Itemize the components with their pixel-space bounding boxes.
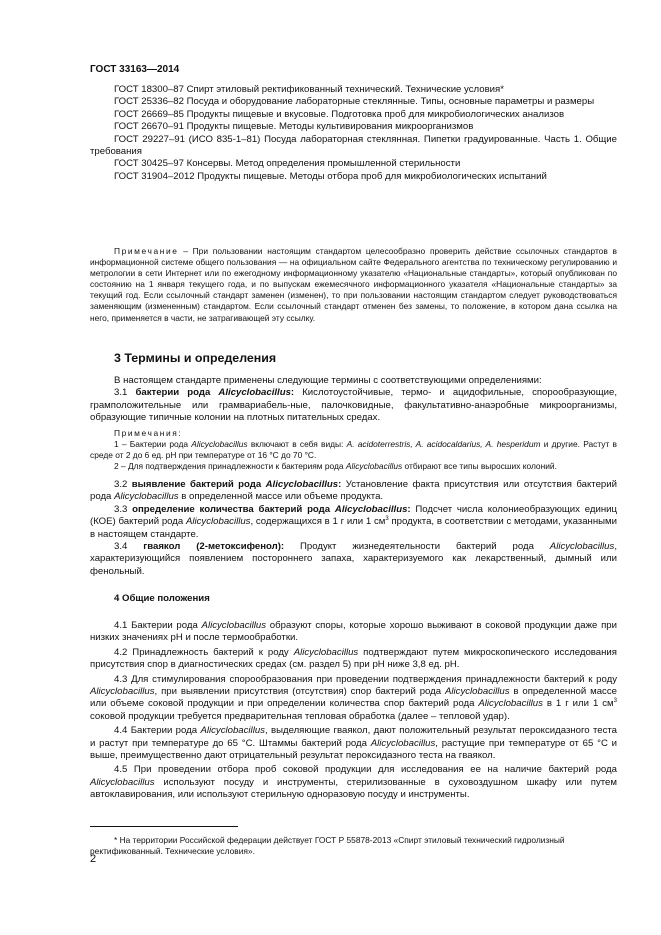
term-3-4: 3.4 гваякол (2-метоксифенол): Продукт жизнедеятельности бактерий рода Alicyclobacillus, характеризующийся появлением постороннего запаха, характеризуемого как лекарственный, дымный или фенольный. — [90, 541, 617, 577]
paragraph-4-5: 4.5 При проведении отбора проб соковой продукции для исследования ее на наличие бактерий рода Alicyclobacillus используют посуду и инструменты, стерилизованные в суховоздушном шкафу или путем автоклавирования, или используют стерильную одноразовую посуду и инструменты. — [90, 764, 617, 801]
term-3-3: 3.3 определение количества бактерий рода Alicyclobacillus: Подсчет числа колониеобразующих единиц (КОЕ) бактерий рода Alicyclobacillus, содержащихся в 1 г или 1 $см^3$ продукта, в соответствии с методами, указанными в настоящем стандарте. — [90, 503, 617, 540]
notes-label: Примечания: — [114, 427, 183, 438]
note-label: Примечание — [114, 246, 179, 256]
paragraph-4-1: 4.1 Бактерии рода Alicyclobacillus образуют споры, которые хорошо выживают в соковой продукции даже при низких значениях pH и после термообработки. — [90, 620, 617, 644]
section-3-title: 3 Термины и определения — [114, 351, 277, 365]
paragraph-4-4: 4.4 Бактерии рода Alicyclobacillus, выделяющие гваякол, дают положительный результат пероксидазного теста и растут при температуре до 65 °С. Штаммы бактерий рода Alicyclobacillus, растущие при температуре от 65 °С и выше, преимущественно дают отрицательный результат пероксидазного теста на гваякол. — [90, 725, 618, 762]
reference-item: ГОСТ 26670–91 Продукты пищевые. Методы культивирования микроорганизмов — [114, 121, 474, 133]
reference-item: ГОСТ 30425–97 Консервы. Метод определения промышленной стерильности — [114, 158, 461, 170]
document-header: ГОСТ 33163—2014 — [90, 64, 180, 75]
term-notes — [90, 428, 617, 472]
paragraph-4-2: 4.2 Принадлежность бактерий к роду Alicyclobacillus подтверждают путем микроскопического исследования присутствия спор в диагностических средах (см. раздел 5) при pH ниже 3,8 ед. pH. — [90, 646, 617, 671]
note-2: 2 – Для подтверждения принадлежности к бактериям рода Alicyclobacillus отбирают все типы выросших колоний. — [114, 460, 557, 471]
reference-list — [90, 84, 617, 183]
note-1: 1 – Бактерии рода Alicyclobacillus включают в себя виды: A. acidoterrestris, A. acidocaldarius, A. hesperidum и другие. Растут в среде от 2 до 6 ед. pH при температуре от 16 °С до 70 °С. — [90, 438, 617, 460]
section-4-title: 4 Общие положения — [114, 593, 210, 604]
section-3-intro: В настоящем стандарте применены следующие термины с соответствующими определениями: — [114, 375, 542, 386]
footnote-text: * На территории Российской федерации действует ГОСТ Р 55878-2013 «Спирт этиловый технический гидролизный ректификованный. Технические условия». — [90, 835, 565, 856]
term-3-2: 3.2 выявление бактерий рода Alicyclobacillus: Установление факта присутствия или отсутствия бактерий рода Alicyclobacillus в определенной массе или объеме продукта. — [90, 479, 617, 503]
page-number: 2 — [90, 853, 97, 865]
note-block — [90, 246, 617, 324]
term-3-1: 3.1 бактерии рода Alicyclobacillus: Кислотоустойчивые, термо- и ацидофильные, спорообразующие, грамположительные или грамвариабель-ные, палочковидные, факультативно-анаэробные микроорганизмы, образующие типичные колонии на плотных питательных средах. — [90, 387, 617, 424]
section-4-body — [90, 620, 617, 804]
reference-item: ГОСТ 29227–91 (ИСО 835-1–81) Посуда лабораторная стеклянная. Пипетки градуированные. Часть 1. Общие требования — [90, 133, 617, 158]
footnote-divider — [90, 826, 238, 827]
reference-item: ГОСТ 31904–2012 Продукты пищевые. Методы отбора проб для микробиологических испытаний — [114, 170, 547, 182]
paragraph-4-3: 4.3 Для стимулирования спорообразования при проведении подтверждения принадлежности бактерий к роду Alicyclobacillus, при выявлении присутствия (отсутствия) спор бактерий рода Alicyclobacillus в определенной массе или объеме соковой продукции и при определении количества спор бактерий рода Alicyclobacillus в 1 г или 1 $см^3$ соковой продукции требуется предварительная тепловая обработка (далее – тепловой удар). — [90, 673, 617, 722]
footnote — [90, 835, 617, 857]
reference-item: ГОСТ 26669–85 Продукты пищевые и вкусовые. Подготовка проб для микробиологических анализов — [114, 108, 565, 120]
reference-item: ГОСТ 25336–82 Посуда и оборудование лабораторные стеклянные. Типы, основные параметры и размеры — [114, 96, 595, 108]
note-text: – При пользовании настоящим стандартом целесообразно проверить действие ссылочных стандартов в информационной системе общего пользования — на официальном сайте Федерального агентства по техническому регулированию и метрологии в сети Интернет или по ежегодному информационному указателю «Национальные стандарты», который опубликован по состоянию на 1 января текущего года, и по выпускам ежемесячного информационного указателя «Национальные стандарты» за текущий год. Если ссылочный стандарт заменен (изменен), то при пользовании настоящим стандартом следует руководствоваться заменяющим (измененным) стандартом. Если ссылочный стандарт отменен без замены, то положение, в котором дана ссылка на него, применяется в части, не затрагивающей эту ссылку. — [90, 246, 617, 323]
reference-item: ГОСТ 18300–87 Спирт этиловый ректификованный технический. Технические условия* — [114, 84, 504, 95]
section-3-body — [90, 375, 617, 578]
